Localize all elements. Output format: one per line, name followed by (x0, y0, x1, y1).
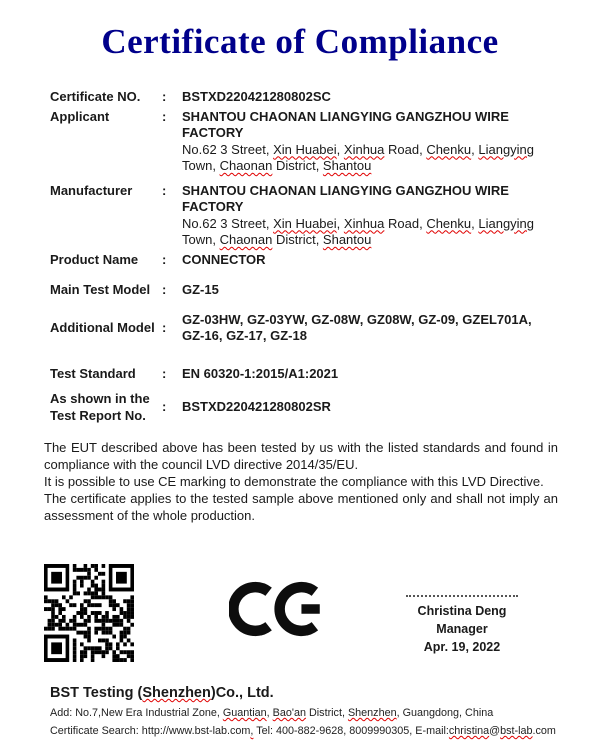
test-report-value: BSTXD220421280802SR (182, 399, 331, 415)
colon: : (162, 89, 167, 104)
product-name-label: Product Name (50, 251, 139, 267)
main-test-model-row (50, 282, 556, 299)
applicant-name-line1: SHANTOU CHAONAN LIANGYING GANGZHOU WIRE (182, 108, 509, 124)
product-name-value: CONNECTOR (182, 251, 266, 267)
manufacturer-name-line2: FACTORY (182, 199, 244, 214)
footer (50, 684, 556, 739)
colon: : (162, 282, 167, 297)
statement-paragraph-3: The certificate applies to the tested sample above mentioned only and shall not imply an assessment of the whole production. (44, 491, 558, 523)
colon: : (162, 365, 167, 381)
test-standard-label: Test Standard (50, 365, 136, 381)
applicant-row (50, 109, 556, 175)
additional-model-line2: GZ-16, GZ-17, GZ-18 (182, 328, 307, 343)
company-address: Add: No.7,New Era Industrial Zone, Guantian, Bao'an District, Shenzhen, Guangdong, China (50, 707, 494, 719)
signatory-name: Christina Deng (417, 604, 507, 618)
colon: : (162, 319, 167, 335)
applicant-value (182, 109, 556, 175)
signature-date: Apr. 19, 2022 (423, 640, 501, 654)
test-report-label-line1: As shown in the (50, 391, 150, 406)
signature-line (406, 595, 518, 597)
colon: : (162, 251, 167, 267)
additional-model-line1: GZ-03HW, GZ-03YW, GZ-08W, GZ08W, GZ-09, GZEL701A, (182, 311, 532, 327)
applicant-name-line2: FACTORY (182, 125, 244, 140)
manufacturer-label: Manufacturer (50, 182, 133, 198)
additional-model-label: Additional Model (50, 319, 155, 335)
manufacturer-address-line1: No.62 3 Street, Xin Huabei, Xinhua Road, Chenku, Liangying (182, 215, 535, 231)
signature-block (402, 595, 522, 656)
signatory-role: Manager (436, 622, 488, 636)
test-report-label-line2: Test Report No. (50, 407, 146, 423)
certificate-fields (50, 89, 556, 424)
statement-paragraph-2: It is possible to use CE marking to demonstrate the compliance with this LVD Directive. (44, 474, 544, 489)
manufacturer-name-line1: SHANTOU CHAONAN LIANGYING GANGZHOU WIRE (182, 182, 509, 198)
statement-paragraph-1: The EUT described above has been tested by us with the listed standards and found in compliance with the council LVD directive 2014/35/EU. (44, 440, 558, 472)
colon: : (162, 182, 167, 198)
certificate-no-label: Certificate NO. (50, 89, 141, 104)
main-test-model-value: GZ-15 (182, 282, 219, 297)
manufacturer-value (182, 183, 556, 249)
applicant-label: Applicant (50, 108, 110, 124)
test-report-label (50, 391, 162, 424)
test-standard-value: EN 60320-1:2015/A1:2021 (182, 365, 339, 381)
marks-and-signature-band (0, 564, 600, 674)
applicant-address-line1: No.62 3 Street, Xin Huabei, Xinhua Road, Chenku, Liangying (182, 141, 535, 157)
applicant-address-line2: Town, Chaonan District, Shantou (182, 158, 372, 173)
additional-model-value (182, 312, 556, 345)
certificate-no-row (50, 89, 556, 106)
company-name: BST Testing (Shenzhen)Co., Ltd. (50, 685, 274, 701)
ce-mark-icon (229, 578, 325, 640)
qr-code (44, 564, 134, 662)
company-contact: Certificate Search: http://www.bst-lab.com, Tel: 400-882-9628, 8009990305, E-mail:christina@bst-lab.com (50, 725, 556, 737)
main-test-model-label: Main Test Model (50, 282, 151, 297)
test-standard-row (50, 366, 556, 383)
page-title: Certificate of Compliance (101, 22, 499, 61)
additional-model-row (50, 312, 556, 345)
colon: : (162, 399, 167, 415)
test-report-row (50, 391, 556, 424)
product-name-row (50, 252, 556, 269)
certificate-no-value: BSTXD220421280802SC (182, 89, 331, 104)
colon: : (162, 108, 167, 124)
manufacturer-address-line2: Town, Chaonan District, Shantou (182, 232, 372, 247)
compliance-statement (44, 439, 558, 524)
manufacturer-row (50, 183, 556, 249)
